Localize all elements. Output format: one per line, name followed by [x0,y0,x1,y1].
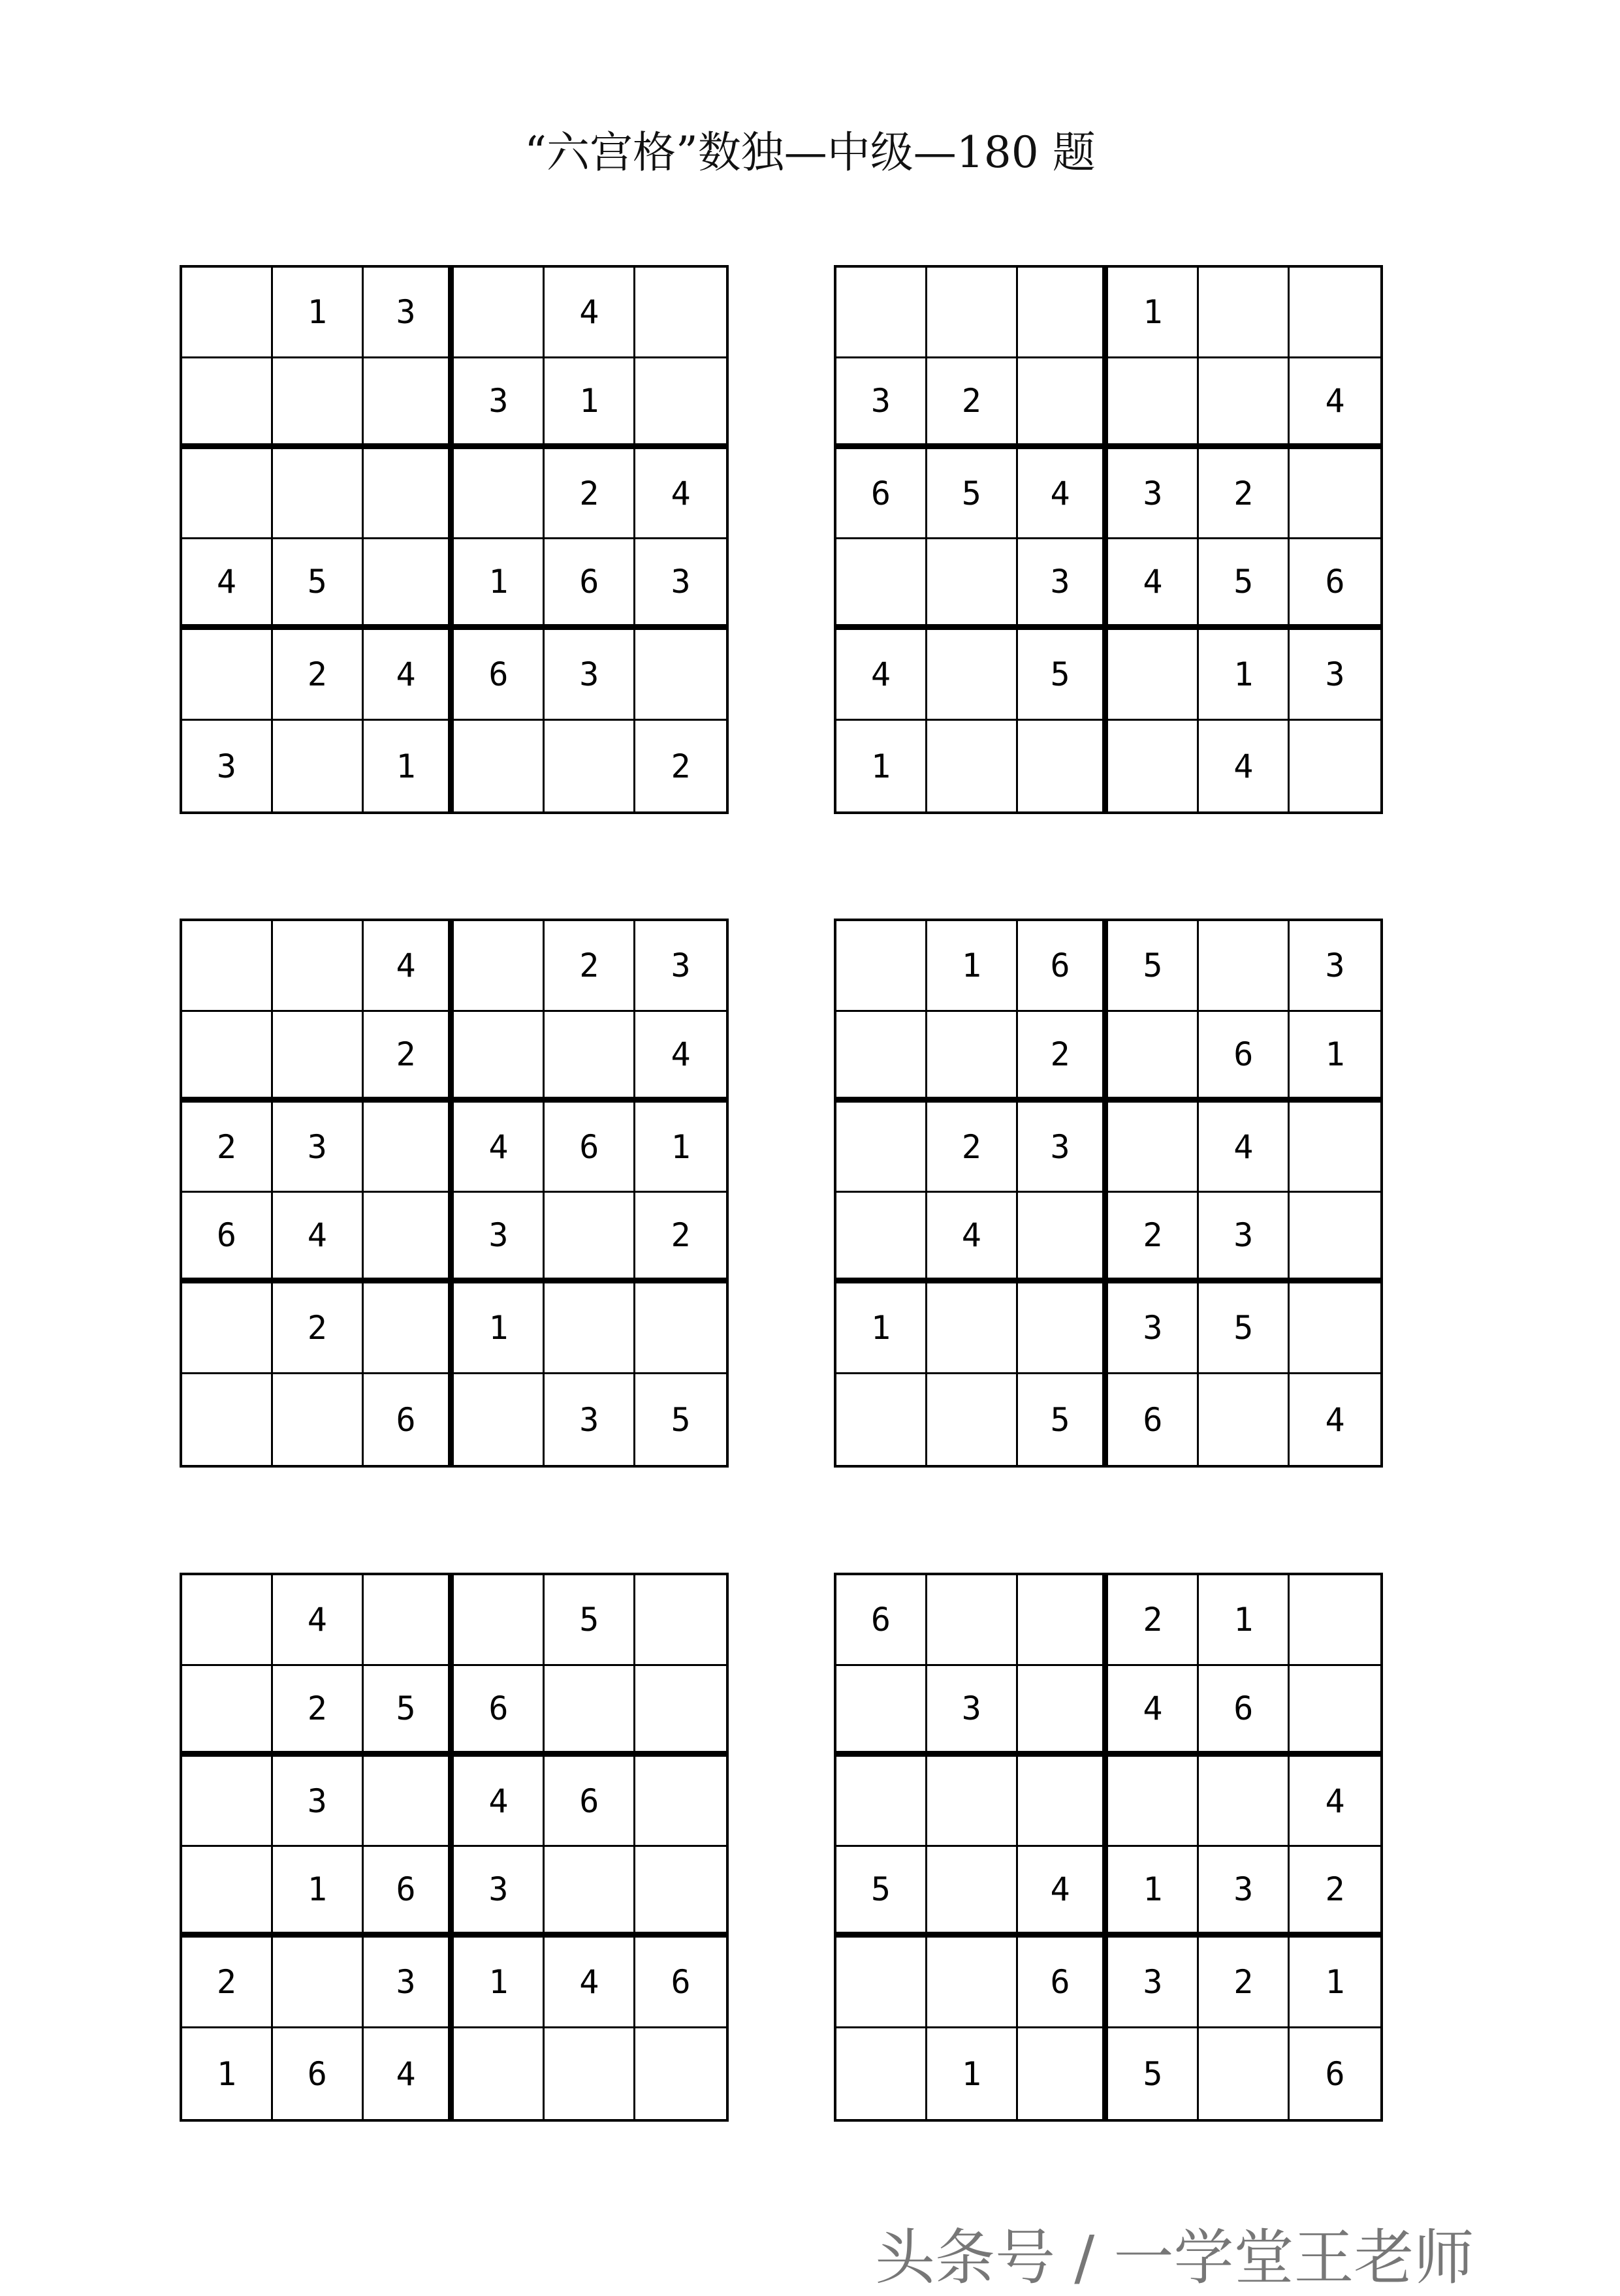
sudoku-puzzle-1 [180,265,729,814]
sudoku-cell: 5 [1108,2028,1199,2119]
sudoku-cell: 4 [836,630,927,721]
sudoku-cell: 3 [1018,1103,1109,1193]
sudoku-cell [927,268,1018,358]
sudoku-cell: 4 [1018,1847,1109,1938]
sudoku-cell [1290,1575,1380,1666]
sudoku-cell [1290,268,1380,358]
sudoku-cell [1199,1374,1290,1465]
sudoku-cell [364,1103,454,1193]
sudoku-cell [454,268,545,358]
sudoku-cell: 3 [1290,630,1380,721]
sudoku-cell [927,630,1018,721]
sudoku-cell: 2 [273,1666,364,1757]
sudoku-cell [1199,2028,1290,2119]
sudoku-cell: 3 [182,721,273,811]
sudoku-cell [1108,358,1199,449]
sudoku-cell: 4 [1018,449,1109,540]
sudoku-cell: 4 [1290,1757,1380,1848]
sudoku-cell: 1 [927,921,1018,1012]
sudoku-cell: 1 [182,2028,273,2119]
sudoku-cell [364,1283,454,1374]
sudoku-cell [273,721,364,811]
sudoku-cell: 4 [545,1938,635,2028]
sudoku-cell: 3 [927,1666,1018,1757]
sudoku-cell: 3 [364,268,454,358]
sudoku-cell: 4 [454,1757,545,1848]
sudoku-cell [182,1847,273,1938]
sudoku-cell: 6 [182,1193,273,1283]
sudoku-cell: 4 [1108,1666,1199,1757]
sudoku-cell: 5 [927,449,1018,540]
sudoku-puzzle-3 [180,919,729,1468]
sudoku-cell [1108,721,1199,811]
sudoku-cell: 5 [1199,1283,1290,1374]
sudoku-cell [836,268,927,358]
sudoku-cell: 6 [836,1575,927,1666]
sudoku-cell: 1 [927,2028,1018,2119]
sudoku-cell: 1 [1108,268,1199,358]
sudoku-cell: 1 [364,721,454,811]
sudoku-cell [1108,1757,1199,1848]
sudoku-cell: 6 [836,449,927,540]
sudoku-cell [273,449,364,540]
sudoku-cell: 2 [545,449,635,540]
sudoku-cell [836,921,927,1012]
sudoku-cell [635,358,726,449]
sudoku-cell [454,721,545,811]
sudoku-cell: 3 [1199,1193,1290,1283]
sudoku-cell: 2 [671,747,691,785]
sudoku-cell: 3 [1199,1847,1290,1938]
sudoku-cell [927,1283,1018,1374]
sudoku-cell: 4 [1325,1400,1345,1439]
sudoku-cell [635,1666,726,1757]
sudoku-puzzle-2 [834,265,1383,814]
sudoku-cell [454,1575,545,1666]
sudoku-cell: 6 [364,1847,454,1938]
sudoku-cell: 2 [182,1938,273,2028]
sudoku-cell [1290,1666,1380,1757]
sudoku-cell: 1 [273,1847,364,1938]
sudoku-cell [635,268,726,358]
sudoku-cell [1199,358,1290,449]
sudoku-cell: 4 [635,1012,726,1103]
page-title: “六宫格”数独—中级—180 题 [524,127,1096,178]
sudoku-cell: 3 [1108,1283,1199,1374]
sudoku-cell: 3 [454,1847,545,1938]
sudoku-cell: 3 [454,358,545,449]
sudoku-cell: 3 [635,921,726,1012]
sudoku-cell: 4 [364,2028,454,2119]
sudoku-cell: 3 [545,1374,635,1465]
sudoku-cell: 5 [1108,921,1199,1012]
sudoku-cell: 1 [836,721,927,811]
sudoku-cell: 4 [273,1193,364,1283]
sudoku-cell: 2 [273,1283,364,1374]
sudoku-cell: 3 [454,1193,545,1283]
sudoku-cell: 2 [1290,1847,1380,1938]
sudoku-cell: 6 [454,1666,545,1757]
sudoku-cell [364,1575,454,1666]
sudoku-cell [836,1103,927,1193]
sudoku-cell: 6 [1290,539,1380,630]
sudoku-cell [927,1575,1018,1666]
sudoku-cell: 6 [635,1938,726,2028]
sudoku-cell: 6 [454,630,545,721]
sudoku-cell [182,630,273,721]
sudoku-cell [927,1374,1018,1465]
sudoku-cell [635,1757,726,1848]
sudoku-cell: 3 [1290,921,1380,1012]
sudoku-puzzle-6 [834,1573,1383,2122]
sudoku-cell [635,1283,726,1374]
sudoku-cell [1290,721,1380,811]
sudoku-cell: 4 [635,449,726,540]
sudoku-cell: 1 [1199,630,1290,721]
sudoku-cell [1290,1103,1380,1193]
sudoku-cell: 2 [927,1103,1018,1193]
sudoku-cell [364,1193,454,1283]
sudoku-cell [836,1374,927,1465]
sudoku-cell: 4 [1199,1103,1290,1193]
sudoku-cell: 5 [1199,539,1290,630]
sudoku-cell [836,2028,927,2119]
sudoku-cell: 1 [1290,1012,1380,1103]
sudoku-cell [182,358,273,449]
sudoku-cell [927,539,1018,630]
sudoku-cell: 4 [1290,358,1380,449]
sudoku-cell [1018,1193,1109,1283]
sudoku-cell: 1 [545,358,635,449]
sudoku-cell: 5 [545,1575,635,1666]
sudoku-cell [1199,921,1290,1012]
sudoku-cell [545,1283,635,1374]
sudoku-cell [182,1575,273,1666]
sudoku-cell [1018,721,1109,811]
sudoku-cell [1108,630,1199,721]
sudoku-cell: 5 [1018,630,1109,721]
sudoku-cell: 6 [545,1103,635,1193]
sudoku-cell [182,1012,273,1103]
sudoku-cell [635,630,726,721]
sudoku-cell [1108,1103,1199,1193]
sudoku-cell [364,539,454,630]
sudoku-cell: 3 [364,1938,454,2028]
sudoku-cell [1018,268,1109,358]
sudoku-cell [1018,1575,1109,1666]
sudoku-cell [1199,1757,1290,1848]
sudoku-cell: 3 [836,358,927,449]
sudoku-cell: 6 [1325,2054,1345,2093]
sudoku-cell: 2 [1199,1938,1290,2028]
watermark: 头条号 / 一学堂王老师 [875,2223,1474,2293]
sudoku-cell: 3 [1108,1938,1199,2028]
sudoku-cell: 5 [836,1847,927,1938]
sudoku-cell: 6 [1199,1666,1290,1757]
sudoku-cell: 6 [1108,1374,1199,1465]
sudoku-cell: 2 [182,1103,273,1193]
sudoku-cell [836,1757,927,1848]
sudoku-cell [364,358,454,449]
sudoku-cell [182,268,273,358]
sudoku-cell: 4 [182,539,273,630]
sudoku-cell [182,1374,273,1465]
sudoku-cell [836,1666,927,1757]
sudoku-cell: 4 [1199,721,1290,811]
sudoku-cell [836,1938,927,2028]
sudoku-cell: 2 [1018,1012,1109,1103]
sudoku-cell [545,2028,635,2119]
sudoku-cell [836,539,927,630]
sudoku-cell: 2 [364,1012,454,1103]
sudoku-cell: 6 [1199,1012,1290,1103]
sudoku-cell [182,921,273,1012]
sudoku-cell: 1 [1290,1938,1380,2028]
sudoku-cell: 6 [364,1374,454,1465]
sudoku-cell: 2 [1199,449,1290,540]
sudoku-cell: 1 [1199,1575,1290,1666]
sudoku-cell [927,1938,1018,2028]
sudoku-cell [182,449,273,540]
sudoku-cell [273,1012,364,1103]
sudoku-cell [1018,1666,1109,1757]
sudoku-cell: 5 [1018,1374,1109,1465]
sudoku-cell [1290,449,1380,540]
sudoku-cell [545,1012,635,1103]
sudoku-cell [273,1374,364,1465]
sudoku-cell: 1 [836,1283,927,1374]
sudoku-cell: 1 [1108,1847,1199,1938]
sudoku-cell: 4 [454,1103,545,1193]
sudoku-cell [454,1374,545,1465]
sudoku-cell [545,1847,635,1938]
sudoku-cell [545,1193,635,1283]
sudoku-cell [454,2028,545,2119]
sudoku-cell: 5 [273,539,364,630]
sudoku-cell [635,1575,726,1666]
sudoku-cell: 6 [273,2028,364,2119]
sudoku-cell [927,1757,1018,1848]
sudoku-cell [1108,1012,1199,1103]
sudoku-cell [182,1757,273,1848]
sudoku-puzzle-4 [834,919,1383,1468]
sudoku-cell: 2 [927,358,1018,449]
sudoku-cell [836,1193,927,1283]
sudoku-cell: 3 [635,539,726,630]
sudoku-cell: 1 [635,1103,726,1193]
sudoku-cell: 4 [927,1193,1018,1283]
sudoku-cell: 6 [1018,1938,1109,2028]
sudoku-cell: 1 [273,268,364,358]
sudoku-cell: 3 [273,1757,364,1848]
sudoku-cell: 2 [1108,1575,1199,1666]
sudoku-cell: 4 [273,1575,364,1666]
sudoku-cell [545,721,635,811]
sudoku-cell [1018,1757,1109,1848]
sudoku-cell [273,358,364,449]
sudoku-cell [545,1666,635,1757]
sudoku-cell: 3 [1108,449,1199,540]
sudoku-cell: 2 [273,630,364,721]
sudoku-cell [454,449,545,540]
sudoku-cell [1018,1283,1109,1374]
sudoku-cell [635,2028,726,2119]
sudoku-cell [454,1012,545,1103]
sudoku-cell: 2 [635,1193,726,1283]
sudoku-cell: 4 [364,921,454,1012]
sudoku-cell [1018,2028,1109,2119]
sudoku-cell: 1 [454,1283,545,1374]
sudoku-cell: 1 [454,1938,545,2028]
sudoku-cell [635,1847,726,1938]
sudoku-cell: 4 [1108,539,1199,630]
sudoku-cell: 3 [273,1103,364,1193]
sudoku-cell [454,921,545,1012]
sudoku-puzzle-5 [180,1573,729,2122]
sudoku-cell [927,721,1018,811]
sudoku-cell: 3 [545,630,635,721]
sudoku-cell [364,1757,454,1848]
sudoku-cell: 5 [671,1400,691,1439]
sudoku-cell: 2 [545,921,635,1012]
sudoku-cell: 1 [454,539,545,630]
sudoku-cell [182,1283,273,1374]
sudoku-cell [927,1847,1018,1938]
sudoku-cell [1290,1193,1380,1283]
sudoku-cell: 3 [1018,539,1109,630]
sudoku-cell: 5 [364,1666,454,1757]
sudoku-cell [273,1938,364,2028]
sudoku-cell [182,1666,273,1757]
sudoku-cell [364,449,454,540]
sudoku-cell [1199,268,1290,358]
sudoku-cell [836,1012,927,1103]
sudoku-cell [1290,1283,1380,1374]
sudoku-cell: 6 [545,1757,635,1848]
sudoku-cell [273,921,364,1012]
sudoku-cell: 2 [1108,1193,1199,1283]
sudoku-cell: 4 [545,268,635,358]
sudoku-cell: 6 [545,539,635,630]
sudoku-cell [927,1012,1018,1103]
sudoku-cell: 4 [364,630,454,721]
sudoku-cell: 6 [1018,921,1109,1012]
sudoku-cell [1018,358,1109,449]
